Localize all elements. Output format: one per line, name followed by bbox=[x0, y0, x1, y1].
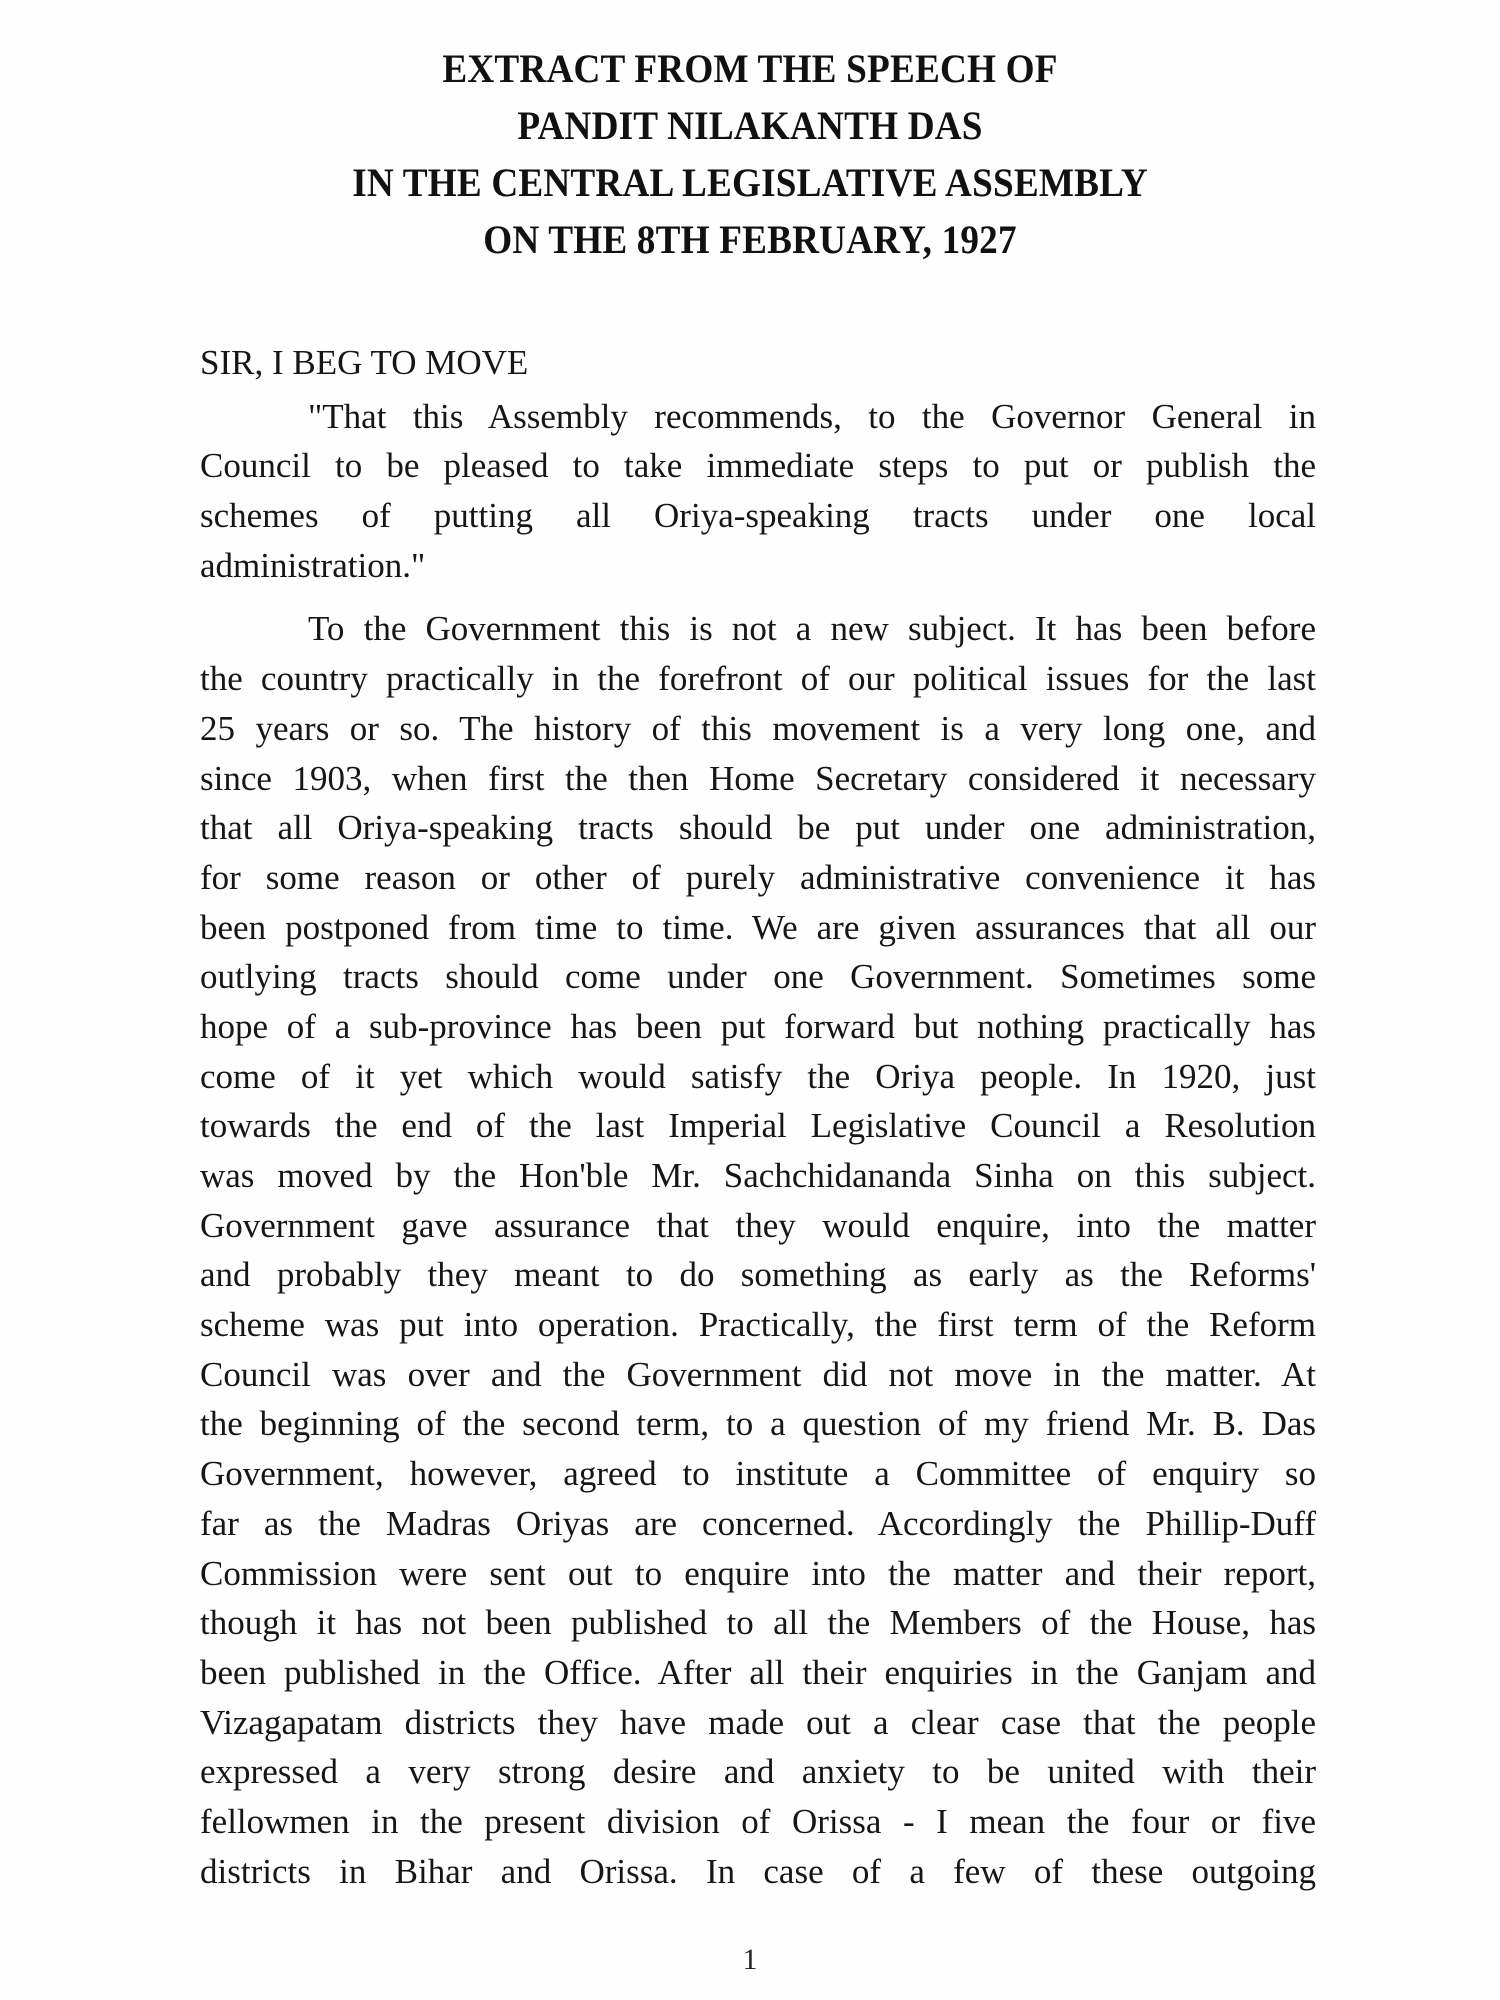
text-line: the country practically in the forefront of our political issues for the last bbox=[200, 659, 1316, 699]
text-line: been published in the Office. After all their enquiries in the Ganjam and bbox=[200, 1652, 1316, 1692]
text-line: Council was over and the Government did not move in the matter. At bbox=[200, 1354, 1316, 1394]
opening-line: SIR, I BEG TO MOVE bbox=[200, 343, 529, 382]
resolution-quote bbox=[200, 392, 1316, 591]
document-body bbox=[200, 338, 1316, 1896]
text-line: for some reason or other of purely administrative convenience it has bbox=[200, 857, 1316, 897]
text-line: To the Government this is not a new subject. It has been before bbox=[308, 609, 1316, 649]
title-line: EXTRACT FROM THE SPEECH OF bbox=[442, 46, 1058, 91]
text-line: hope of a sub-province has been put forward but nothing practically has bbox=[200, 1006, 1316, 1046]
title-line: ON THE 8TH FEBRUARY, 1927 bbox=[483, 217, 1017, 262]
speech-paragraph bbox=[200, 604, 1316, 1896]
text-line: expressed a very strong desire and anxiety to be united with their bbox=[200, 1752, 1316, 1792]
text-line: scheme was put into operation. Practically, the first term of the Reform bbox=[200, 1305, 1316, 1345]
text-line: though it has not been published to all the Members of the House, has bbox=[200, 1603, 1316, 1643]
text-line: Commission were sent out to enquire into the matter and their report, bbox=[200, 1553, 1316, 1593]
text-line: and probably they meant to do something as early as the Reforms' bbox=[200, 1255, 1316, 1295]
text-line: far as the Madras Oriyas are concerned. Accordingly the Phillip-Duff bbox=[200, 1503, 1316, 1543]
text-line: 25 years or so. The history of this movement is a very long one, and bbox=[200, 708, 1316, 748]
text-line: Government gave assurance that they would enquire, into the matter bbox=[200, 1205, 1316, 1245]
page-number: 1 bbox=[742, 1943, 758, 1976]
paragraph-spacer bbox=[200, 590, 1316, 604]
text-line: Council to be pleased to take immediate steps to put or publish the bbox=[200, 446, 1316, 486]
text-line: Government, however, agreed to institute a Committee of enquiry so bbox=[200, 1454, 1316, 1494]
title-line: PANDIT NILAKANTH DAS bbox=[517, 103, 983, 148]
text-line: towards the end of the last Imperial Legislative Council a Resolution bbox=[200, 1106, 1316, 1146]
document-title bbox=[0, 40, 1500, 268]
text-line: outlying tracts should come under one Government. Sometimes some bbox=[200, 957, 1316, 997]
text-line: since 1903, when first the then Home Secretary considered it necessary bbox=[200, 758, 1316, 798]
text-line: administration." bbox=[200, 545, 426, 585]
text-line: Vizagapatam districts they have made out a clear case that the people bbox=[200, 1702, 1316, 1742]
text-line: that all Oriya-speaking tracts should be put under one administration, bbox=[200, 808, 1316, 848]
text-line: schemes of putting all Oriya-speaking tracts under one local bbox=[200, 496, 1316, 536]
text-line: the beginning of the second term, to a question of my friend Mr. B. Das bbox=[200, 1404, 1316, 1444]
text-line: districts in Bihar and Orissa. In case of a few of these outgoing bbox=[200, 1851, 1316, 1891]
text-line: "That this Assembly recommends, to the Governor General in bbox=[308, 396, 1316, 436]
title-line: IN THE CENTRAL LEGISLATIVE ASSEMBLY bbox=[352, 160, 1148, 205]
text-line: was moved by the Hon'ble Mr. Sachchidananda Sinha on this subject. bbox=[200, 1156, 1316, 1195]
text-line: been postponed from time to time. We are given assurances that all our bbox=[200, 907, 1316, 947]
text-line: come of it yet which would satisfy the Oriya people. In 1920, just bbox=[200, 1056, 1316, 1096]
text-line: fellowmen in the present division of Orissa - I mean the four or five bbox=[200, 1801, 1316, 1841]
